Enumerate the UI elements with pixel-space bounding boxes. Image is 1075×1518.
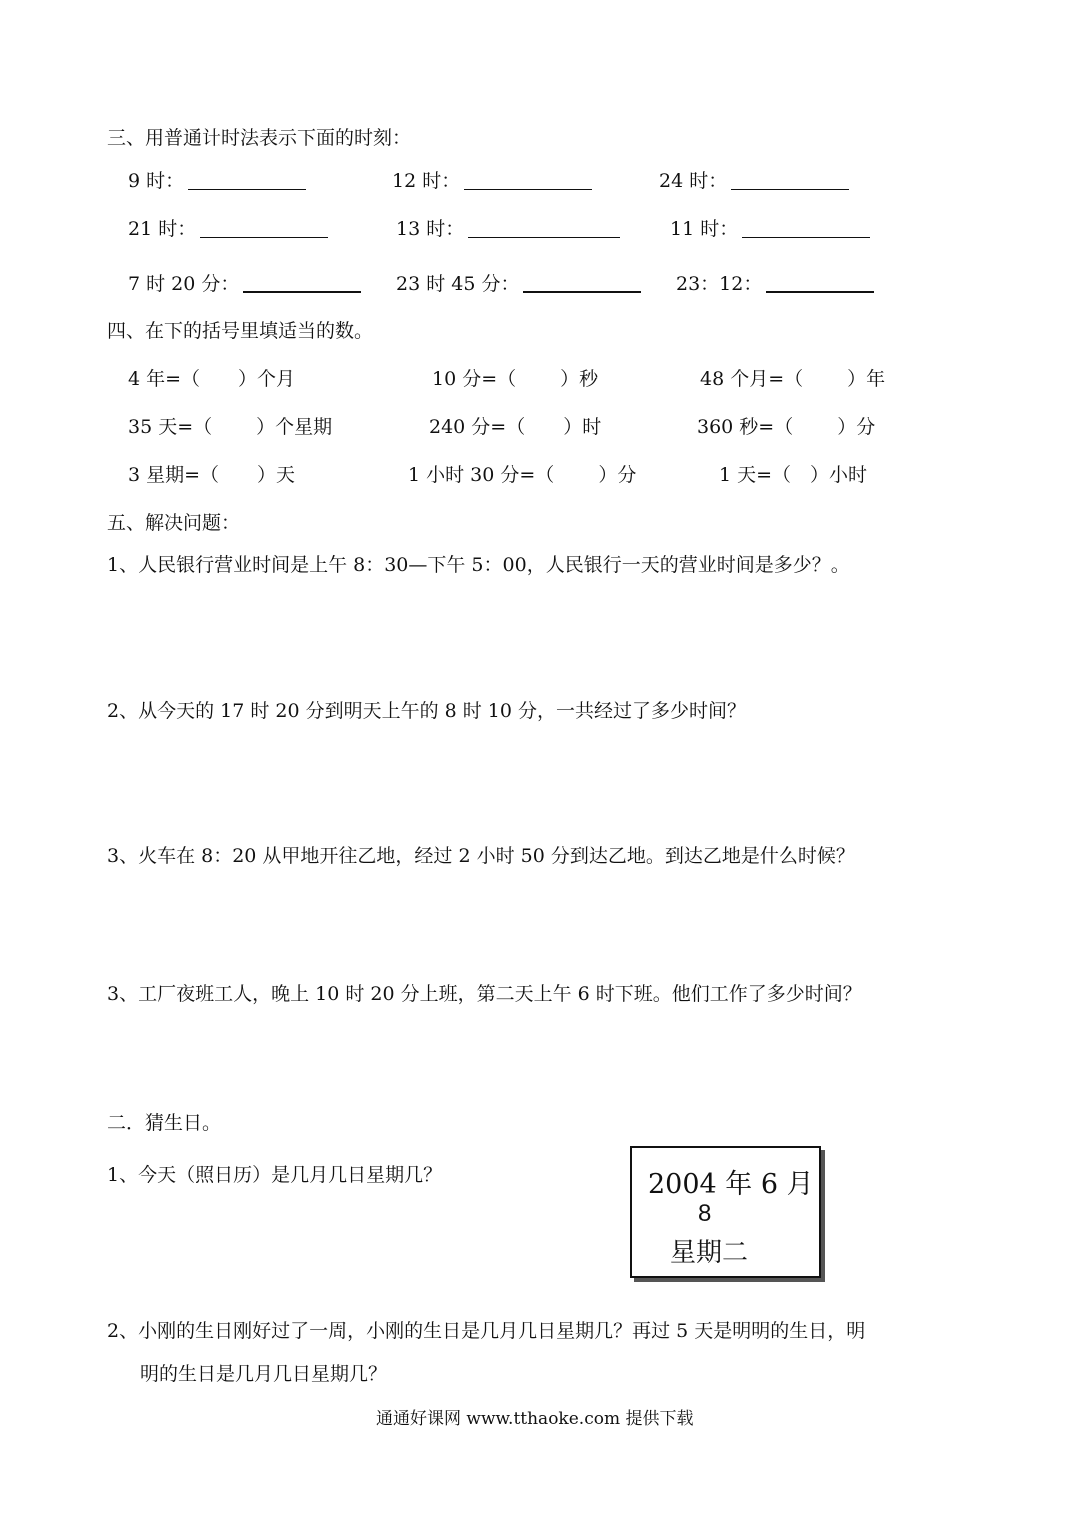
- fill-item: 360 秒=（ ）分: [697, 416, 876, 438]
- answer-blank[interactable]: [200, 237, 328, 238]
- birthday-question-2: 2、小刚的生日刚好过了一周，小刚的生日是几月几日星期几？再过 5 天是明明的生日，明: [107, 1320, 866, 1342]
- footer-credit: 通通好课网 www.tthaoke.com 提供下载: [376, 1409, 694, 1429]
- time-item: 21 时：: [128, 220, 328, 239]
- fill-item: 10 分=（ ）秒: [432, 368, 599, 390]
- answer-blank[interactable]: [523, 291, 641, 293]
- section-2-title: 二．猜生日。: [107, 1112, 222, 1134]
- answer-blank[interactable]: [742, 237, 870, 238]
- calendar-month: 2004 年 6 月: [648, 1169, 814, 1200]
- fill-item: 240 分=（ ）时: [429, 416, 602, 438]
- section-4-title: 四、在下的括号里填适当的数。: [107, 320, 374, 342]
- problem-4: 3、工厂夜班工人，晚上 10 时 20 分上班，第二天上午 6 时下班。他们工作了多少时间？: [107, 983, 862, 1005]
- answer-blank[interactable]: [731, 189, 849, 190]
- fill-item: 1 小时 30 分=（ ）分: [408, 464, 637, 486]
- answer-blank[interactable]: [243, 291, 361, 293]
- answer-blank[interactable]: [766, 291, 874, 293]
- time-item: 12 时：: [392, 172, 592, 191]
- section-3-title: 三、用普通计时法表示下面的时刻：: [107, 127, 412, 149]
- time-item: 9 时：: [128, 172, 306, 191]
- time-item: 13 时：: [396, 220, 620, 239]
- calendar-weekday: 星期二: [670, 1238, 749, 1268]
- fill-item: 35 天=（ ）个星期: [128, 416, 333, 438]
- calendar-card: [630, 1146, 821, 1278]
- time-item: 11 时：: [670, 220, 870, 239]
- fill-item: 3 星期=（ ）天: [128, 464, 296, 486]
- time-item: 24 时：: [659, 172, 849, 191]
- time-item: 7 时 20 分：: [128, 275, 361, 294]
- section-5-title: 五、解决问题：: [107, 512, 241, 534]
- birthday-question-1: 1、今天（照日历）是几月几日星期几？: [107, 1164, 443, 1186]
- fill-item: 48 个月=（ ）年: [700, 368, 886, 390]
- time-item: 23：12：: [676, 275, 874, 294]
- birthday-question-2-cont: 明的生日是几月几日星期几？: [140, 1363, 388, 1385]
- time-item: 23 时 45 分：: [396, 275, 641, 294]
- problem-1: 1、人民银行营业时间是上午 8：30—下午 5：00，人民银行一天的营业时间是多少？。: [107, 554, 850, 576]
- fill-item: 4 年=（ ）个月: [128, 368, 296, 390]
- answer-blank[interactable]: [188, 189, 306, 190]
- problem-2: 2、从今天的 17 时 20 分到明天上午的 8 时 10 分，一共经过了多少时间？: [107, 700, 747, 722]
- answer-blank[interactable]: [464, 189, 592, 190]
- calendar-day: 8: [698, 1200, 712, 1227]
- problem-3: 3、火车在 8：20 从甲地开往乙地，经过 2 小时 50 分到达乙地。到达乙地是什么时候？: [107, 845, 855, 867]
- fill-item: 1 天=（ ）小时: [719, 464, 868, 486]
- answer-blank[interactable]: [468, 237, 620, 238]
